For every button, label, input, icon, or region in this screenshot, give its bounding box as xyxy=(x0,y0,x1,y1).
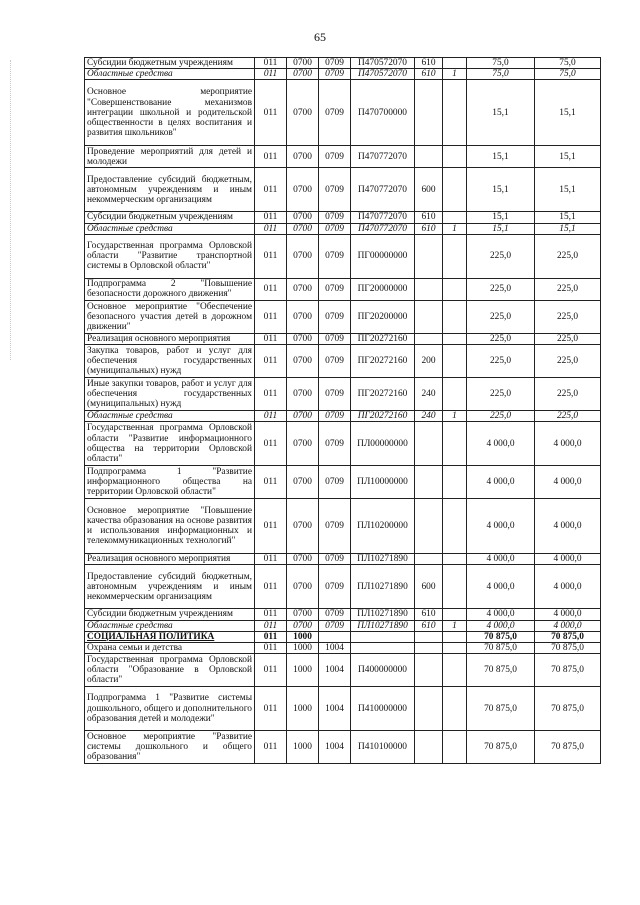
table-row xyxy=(85,212,601,223)
amount-year-1-cell: 15,1 xyxy=(467,212,535,223)
section-code-cell: 1000 xyxy=(287,687,319,731)
table-row xyxy=(85,620,601,631)
amount-year-2-cell: 225,0 xyxy=(535,300,601,333)
subsection-code-cell: 0709 xyxy=(319,69,351,80)
table-row xyxy=(85,223,601,234)
subsection-code-cell: 0709 xyxy=(319,146,351,168)
table-row xyxy=(85,654,601,687)
section-code-cell: 0700 xyxy=(287,466,319,499)
funding-source-cell xyxy=(443,654,467,687)
funding-source-cell xyxy=(443,212,467,223)
subsection-code-cell: 0709 xyxy=(319,499,351,554)
section-code-cell: 0700 xyxy=(287,168,319,212)
target-article-cell: ПГ20272160 xyxy=(351,411,415,422)
table-row xyxy=(85,333,601,344)
row-name-cell: Субсидии бюджетным учреждениям xyxy=(85,609,255,620)
section-code-cell: 0700 xyxy=(287,499,319,554)
subsection-code-cell: 1004 xyxy=(319,643,351,654)
amount-year-1-cell: 225,0 xyxy=(467,278,535,300)
row-name-cell: Основное мероприятие "Развитие системы дошкольного и общего образования" xyxy=(85,731,255,764)
table-row xyxy=(85,687,601,731)
amount-year-2-cell: 225,0 xyxy=(535,411,601,422)
expense-type-cell: 610 xyxy=(415,223,443,234)
amount-year-2-cell: 70 875,0 xyxy=(535,631,601,642)
row-name-cell: Основное мероприятие "Повышение качества образования на основе развития и использования информационных и телекоммуникационных технологий" xyxy=(85,499,255,554)
ministry-code-cell: 011 xyxy=(255,146,287,168)
subsection-code-cell: 1004 xyxy=(319,654,351,687)
ministry-code-cell: 011 xyxy=(255,631,287,642)
section-code-cell: 0700 xyxy=(287,554,319,565)
expense-type-cell: 610 xyxy=(415,58,443,69)
ministry-code-cell: 011 xyxy=(255,565,287,609)
amount-year-1-cell: 15,1 xyxy=(467,168,535,212)
row-name-cell: Подпрограмма 1 "Развитие информационного общества на территории Орловской области" xyxy=(85,466,255,499)
target-article-cell: П470572070 xyxy=(351,69,415,80)
ministry-code-cell: 011 xyxy=(255,620,287,631)
margin-rule xyxy=(10,60,11,360)
expense-type-cell xyxy=(415,422,443,466)
target-article-cell: ПЛ10271890 xyxy=(351,609,415,620)
expense-type-cell: 200 xyxy=(415,345,443,378)
target-article-cell: П410000000 xyxy=(351,687,415,731)
amount-year-2-cell: 225,0 xyxy=(535,333,601,344)
ministry-code-cell: 011 xyxy=(255,212,287,223)
section-code-cell: 0700 xyxy=(287,345,319,378)
expense-type-cell: 240 xyxy=(415,378,443,411)
section-code-cell: 0700 xyxy=(287,146,319,168)
amount-year-2-cell: 70 875,0 xyxy=(535,731,601,764)
page-number: 65 xyxy=(314,30,326,44)
table-row xyxy=(85,631,601,642)
ministry-code-cell: 011 xyxy=(255,69,287,80)
amount-year-2-cell: 70 875,0 xyxy=(535,654,601,687)
expense-type-cell xyxy=(415,499,443,554)
section-code-cell: 0700 xyxy=(287,422,319,466)
funding-source-cell: 1 xyxy=(443,69,467,80)
expense-type-cell xyxy=(415,80,443,146)
expense-type-cell: 610 xyxy=(415,69,443,80)
amount-year-1-cell: 70 875,0 xyxy=(467,654,535,687)
expense-type-cell: 240 xyxy=(415,411,443,422)
amount-year-1-cell: 225,0 xyxy=(467,333,535,344)
ministry-code-cell: 011 xyxy=(255,278,287,300)
row-name-cell: Основное мероприятие "Обеспечение безопасного участия детей в дорожном движении" xyxy=(85,300,255,333)
row-name-cell: Иные закупки товаров, работ и услуг для обеспечения государственных (муниципальных) нужд xyxy=(85,378,255,411)
row-name-cell: Государственная программа Орловской области "Развитие информационного общества на территории Орловской области" xyxy=(85,422,255,466)
expense-type-cell xyxy=(415,731,443,764)
funding-source-cell xyxy=(443,234,467,278)
amount-year-1-cell: 4 000,0 xyxy=(467,565,535,609)
expense-type-cell: 610 xyxy=(415,620,443,631)
amount-year-1-cell: 70 875,0 xyxy=(467,643,535,654)
ministry-code-cell: 011 xyxy=(255,609,287,620)
amount-year-2-cell: 4 000,0 xyxy=(535,565,601,609)
funding-source-cell xyxy=(443,345,467,378)
section-code-cell: 0700 xyxy=(287,609,319,620)
table-row xyxy=(85,234,601,278)
table-row xyxy=(85,731,601,764)
target-article-cell: П470572070 xyxy=(351,58,415,69)
amount-year-2-cell: 15,1 xyxy=(535,212,601,223)
target-article-cell: ПЛ00000000 xyxy=(351,422,415,466)
ministry-code-cell: 011 xyxy=(255,300,287,333)
table-row xyxy=(85,422,601,466)
target-article-cell: ПГ20272160 xyxy=(351,333,415,344)
amount-year-1-cell: 15,1 xyxy=(467,223,535,234)
amount-year-1-cell: 70 875,0 xyxy=(467,731,535,764)
funding-source-cell xyxy=(443,499,467,554)
target-article-cell: П400000000 xyxy=(351,654,415,687)
subsection-code-cell xyxy=(319,631,351,642)
subsection-code-cell: 0709 xyxy=(319,466,351,499)
funding-source-cell xyxy=(443,731,467,764)
target-article-cell: ПГ00000000 xyxy=(351,234,415,278)
target-article-cell: ПЛ10271890 xyxy=(351,554,415,565)
funding-source-cell xyxy=(443,168,467,212)
section-code-cell: 0700 xyxy=(287,278,319,300)
section-code-cell: 0700 xyxy=(287,80,319,146)
ministry-code-cell: 011 xyxy=(255,411,287,422)
amount-year-1-cell: 4 000,0 xyxy=(467,466,535,499)
table-row xyxy=(85,466,601,499)
row-name-cell: Охрана семьи и детства xyxy=(85,643,255,654)
target-article-cell: П470772070 xyxy=(351,168,415,212)
subsection-code-cell: 0709 xyxy=(319,278,351,300)
ministry-code-cell: 011 xyxy=(255,731,287,764)
amount-year-2-cell: 225,0 xyxy=(535,278,601,300)
expense-type-cell: 600 xyxy=(415,168,443,212)
table-row xyxy=(85,58,601,69)
table-row xyxy=(85,69,601,80)
amount-year-1-cell: 75,0 xyxy=(467,69,535,80)
row-name-cell: Реализация основного мероприятия xyxy=(85,333,255,344)
amount-year-1-cell: 15,1 xyxy=(467,146,535,168)
amount-year-2-cell: 225,0 xyxy=(535,378,601,411)
expense-type-cell: 600 xyxy=(415,565,443,609)
ministry-code-cell: 011 xyxy=(255,378,287,411)
table-body xyxy=(85,58,601,764)
funding-source-cell xyxy=(443,378,467,411)
target-article-cell: П470700000 xyxy=(351,80,415,146)
ministry-code-cell: 011 xyxy=(255,422,287,466)
table-row xyxy=(85,565,601,609)
funding-source-cell xyxy=(443,466,467,499)
ministry-code-cell: 011 xyxy=(255,499,287,554)
amount-year-1-cell: 225,0 xyxy=(467,300,535,333)
expense-type-cell xyxy=(415,654,443,687)
subsection-code-cell: 0709 xyxy=(319,80,351,146)
ministry-code-cell: 011 xyxy=(255,345,287,378)
table-row xyxy=(85,300,601,333)
table-row xyxy=(85,278,601,300)
amount-year-2-cell: 4 000,0 xyxy=(535,422,601,466)
section-code-cell: 0700 xyxy=(287,378,319,411)
ministry-code-cell: 011 xyxy=(255,333,287,344)
amount-year-2-cell: 15,1 xyxy=(535,168,601,212)
funding-source-cell xyxy=(443,278,467,300)
ministry-code-cell: 011 xyxy=(255,234,287,278)
table-row xyxy=(85,80,601,146)
expense-type-cell xyxy=(415,333,443,344)
subsection-code-cell: 0709 xyxy=(319,58,351,69)
amount-year-1-cell: 4 000,0 xyxy=(467,499,535,554)
amount-year-1-cell: 70 875,0 xyxy=(467,631,535,642)
funding-source-cell xyxy=(443,687,467,731)
ministry-code-cell: 011 xyxy=(255,58,287,69)
amount-year-2-cell: 15,1 xyxy=(535,146,601,168)
amount-year-2-cell: 4 000,0 xyxy=(535,466,601,499)
table-row xyxy=(85,411,601,422)
amount-year-1-cell: 225,0 xyxy=(467,378,535,411)
section-code-cell: 0700 xyxy=(287,69,319,80)
amount-year-1-cell: 4 000,0 xyxy=(467,422,535,466)
section-code-cell: 0700 xyxy=(287,565,319,609)
target-article-cell: ПЛ10000000 xyxy=(351,466,415,499)
target-article-cell: ПГ20272160 xyxy=(351,378,415,411)
ministry-code-cell: 011 xyxy=(255,80,287,146)
target-article-cell xyxy=(351,643,415,654)
funding-source-cell xyxy=(443,333,467,344)
subsection-code-cell: 0709 xyxy=(319,345,351,378)
table-row xyxy=(85,609,601,620)
ministry-code-cell: 011 xyxy=(255,643,287,654)
target-article-cell: ПГ20000000 xyxy=(351,278,415,300)
amount-year-1-cell: 4 000,0 xyxy=(467,554,535,565)
amount-year-2-cell: 70 875,0 xyxy=(535,643,601,654)
row-name-cell: Проведение мероприятий для детей и молодежи xyxy=(85,146,255,168)
subsection-code-cell: 0709 xyxy=(319,333,351,344)
amount-year-2-cell: 15,1 xyxy=(535,80,601,146)
subsection-code-cell: 0709 xyxy=(319,212,351,223)
section-code-cell: 1000 xyxy=(287,643,319,654)
expense-type-cell xyxy=(415,643,443,654)
funding-source-cell: 1 xyxy=(443,223,467,234)
row-name-cell: Областные средства xyxy=(85,411,255,422)
row-name-cell: Подпрограмма 2 "Повышение безопасности дорожного движения" xyxy=(85,278,255,300)
expense-type-cell xyxy=(415,631,443,642)
target-article-cell: ПЛ10200000 xyxy=(351,499,415,554)
funding-source-cell xyxy=(443,609,467,620)
subsection-code-cell: 0709 xyxy=(319,620,351,631)
amount-year-2-cell: 75,0 xyxy=(535,58,601,69)
row-name-cell: Государственная программа Орловской области "Образование в Орловской области" xyxy=(85,654,255,687)
amount-year-2-cell: 15,1 xyxy=(535,223,601,234)
section-code-cell: 0700 xyxy=(287,411,319,422)
expense-type-cell xyxy=(415,300,443,333)
subsection-code-cell: 0709 xyxy=(319,234,351,278)
target-article-cell xyxy=(351,631,415,642)
budget-table xyxy=(84,57,601,764)
subsection-code-cell: 0709 xyxy=(319,378,351,411)
row-name-cell: Субсидии бюджетным учреждениям xyxy=(85,58,255,69)
ministry-code-cell: 011 xyxy=(255,466,287,499)
table-row xyxy=(85,378,601,411)
amount-year-1-cell: 225,0 xyxy=(467,234,535,278)
amount-year-2-cell: 4 000,0 xyxy=(535,499,601,554)
amount-year-1-cell: 4 000,0 xyxy=(467,609,535,620)
expense-type-cell xyxy=(415,554,443,565)
amount-year-2-cell: 4 000,0 xyxy=(535,554,601,565)
table-row xyxy=(85,345,601,378)
subsection-code-cell: 0709 xyxy=(319,223,351,234)
ministry-code-cell: 011 xyxy=(255,687,287,731)
row-name-cell: Основное мероприятие "Совершенствование механизмов интеграции школьной и родительской общественности в целях воспитания и развития школьников" xyxy=(85,80,255,146)
subsection-code-cell: 0709 xyxy=(319,609,351,620)
target-article-cell: П470772070 xyxy=(351,223,415,234)
target-article-cell: П410100000 xyxy=(351,731,415,764)
amount-year-2-cell: 75,0 xyxy=(535,69,601,80)
funding-source-cell xyxy=(443,146,467,168)
amount-year-1-cell: 225,0 xyxy=(467,345,535,378)
table-row xyxy=(85,554,601,565)
target-article-cell: ПГ20200000 xyxy=(351,300,415,333)
subsection-code-cell: 0709 xyxy=(319,168,351,212)
subsection-code-cell: 1004 xyxy=(319,731,351,764)
section-code-cell: 0700 xyxy=(287,223,319,234)
amount-year-2-cell: 70 875,0 xyxy=(535,687,601,731)
section-code-cell: 0700 xyxy=(287,333,319,344)
row-name-cell: СОЦИАЛЬНАЯ ПОЛИТИКА xyxy=(85,631,255,642)
row-name-cell: Подпрограмма 1 "Развитие системы дошкольного, общего и дополнительного образования детей и молодежи" xyxy=(85,687,255,731)
amount-year-2-cell: 225,0 xyxy=(535,345,601,378)
funding-source-cell xyxy=(443,422,467,466)
row-name-cell: Областные средства xyxy=(85,69,255,80)
subsection-code-cell: 0709 xyxy=(319,554,351,565)
row-name-cell: Предоставление субсидий бюджетным, автономным учреждениям и иным некоммерческим организациям xyxy=(85,168,255,212)
amount-year-1-cell: 75,0 xyxy=(467,58,535,69)
funding-source-cell xyxy=(443,80,467,146)
funding-source-cell: 1 xyxy=(443,411,467,422)
expense-type-cell xyxy=(415,466,443,499)
funding-source-cell: 1 xyxy=(443,620,467,631)
amount-year-1-cell: 225,0 xyxy=(467,411,535,422)
expense-type-cell xyxy=(415,687,443,731)
ministry-code-cell: 011 xyxy=(255,168,287,212)
row-name-cell: Закупка товаров, работ и услуг для обеспечения государственных (муниципальных) нужд xyxy=(85,345,255,378)
section-code-cell: 1000 xyxy=(287,654,319,687)
expense-type-cell xyxy=(415,278,443,300)
row-name-cell: Субсидии бюджетным учреждениям xyxy=(85,212,255,223)
amount-year-2-cell: 4 000,0 xyxy=(535,620,601,631)
section-code-cell: 0700 xyxy=(287,58,319,69)
ministry-code-cell: 011 xyxy=(255,654,287,687)
section-code-cell: 0700 xyxy=(287,620,319,631)
amount-year-1-cell: 15,1 xyxy=(467,80,535,146)
subsection-code-cell: 0709 xyxy=(319,422,351,466)
funding-source-cell xyxy=(443,631,467,642)
table-row xyxy=(85,499,601,554)
target-article-cell: ПЛ10271890 xyxy=(351,620,415,631)
section-code-cell: 1000 xyxy=(287,631,319,642)
table-row xyxy=(85,146,601,168)
row-name-cell: Государственная программа Орловской области "Развитие транспортной системы в Орловской области" xyxy=(85,234,255,278)
table-row xyxy=(85,643,601,654)
row-name-cell: Реализация основного мероприятия xyxy=(85,554,255,565)
expense-type-cell xyxy=(415,234,443,278)
ministry-code-cell: 011 xyxy=(255,554,287,565)
funding-source-cell xyxy=(443,300,467,333)
subsection-code-cell: 0709 xyxy=(319,411,351,422)
ministry-code-cell: 011 xyxy=(255,223,287,234)
target-article-cell: ПЛ10271890 xyxy=(351,565,415,609)
expense-type-cell: 610 xyxy=(415,212,443,223)
amount-year-1-cell: 70 875,0 xyxy=(467,687,535,731)
funding-source-cell xyxy=(443,554,467,565)
amount-year-1-cell: 4 000,0 xyxy=(467,620,535,631)
table-row xyxy=(85,168,601,212)
target-article-cell: ПГ20272160 xyxy=(351,345,415,378)
expense-type-cell: 610 xyxy=(415,609,443,620)
section-code-cell: 0700 xyxy=(287,234,319,278)
target-article-cell: П470772070 xyxy=(351,146,415,168)
funding-source-cell xyxy=(443,565,467,609)
expense-type-cell xyxy=(415,146,443,168)
subsection-code-cell: 0709 xyxy=(319,565,351,609)
section-code-cell: 0700 xyxy=(287,300,319,333)
funding-source-cell xyxy=(443,58,467,69)
row-name-cell: Областные средства xyxy=(85,620,255,631)
section-code-cell: 0700 xyxy=(287,212,319,223)
subsection-code-cell: 0709 xyxy=(319,300,351,333)
amount-year-2-cell: 4 000,0 xyxy=(535,609,601,620)
target-article-cell: П470772070 xyxy=(351,212,415,223)
row-name-cell: Предоставление субсидий бюджетным, автономным учреждениям и иным некоммерческим организациям xyxy=(85,565,255,609)
funding-source-cell xyxy=(443,643,467,654)
section-code-cell: 1000 xyxy=(287,731,319,764)
row-name-cell: Областные средства xyxy=(85,223,255,234)
subsection-code-cell: 1004 xyxy=(319,687,351,731)
amount-year-2-cell: 225,0 xyxy=(535,234,601,278)
